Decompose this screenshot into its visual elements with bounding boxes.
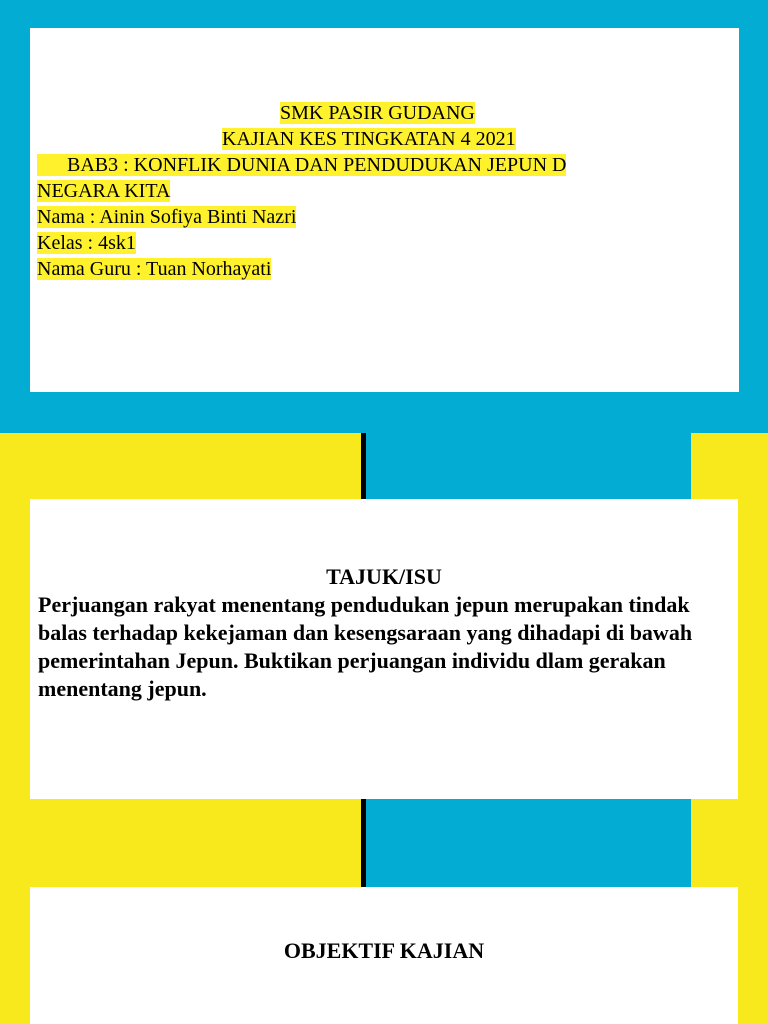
class-name: Kelas : 4sk1 xyxy=(37,232,136,254)
student-name: Nama : Ainin Sofiya Binti Nazri xyxy=(37,206,297,228)
school-name: SMK PASIR GUDANG xyxy=(280,102,475,124)
teacher-name: Nama Guru : Tuan Norhayati xyxy=(37,258,272,280)
topic-body: Perjuangan rakyat menentang pendudukan jepun merupakan tindak balas terhadap kekejaman dan kesengsaraan yang dihadapi di bawah pemerintahan Jepun. Buktikan perjuangan individu dlam gerakan menentang jepun. xyxy=(38,592,693,701)
slide-3 xyxy=(0,864,768,1024)
chapter-title-line1: BAB3 : KONFLIK DUNIA DAN PENDUDUKAN JEPUN D xyxy=(37,152,566,178)
slide-1 xyxy=(0,0,768,433)
case-study-title: KAJIAN KES TINGKATAN 4 2021 xyxy=(222,128,516,150)
slide-2 xyxy=(0,433,768,864)
objective-title: OBJEKTIF KAJIAN xyxy=(283,938,485,963)
topic-title: TAJUK/ISU xyxy=(326,564,442,589)
objective-card xyxy=(30,887,738,1024)
chapter-title-line2: NEGARA KITA xyxy=(37,180,171,202)
cover-card xyxy=(30,28,739,392)
topic-card xyxy=(30,499,738,799)
